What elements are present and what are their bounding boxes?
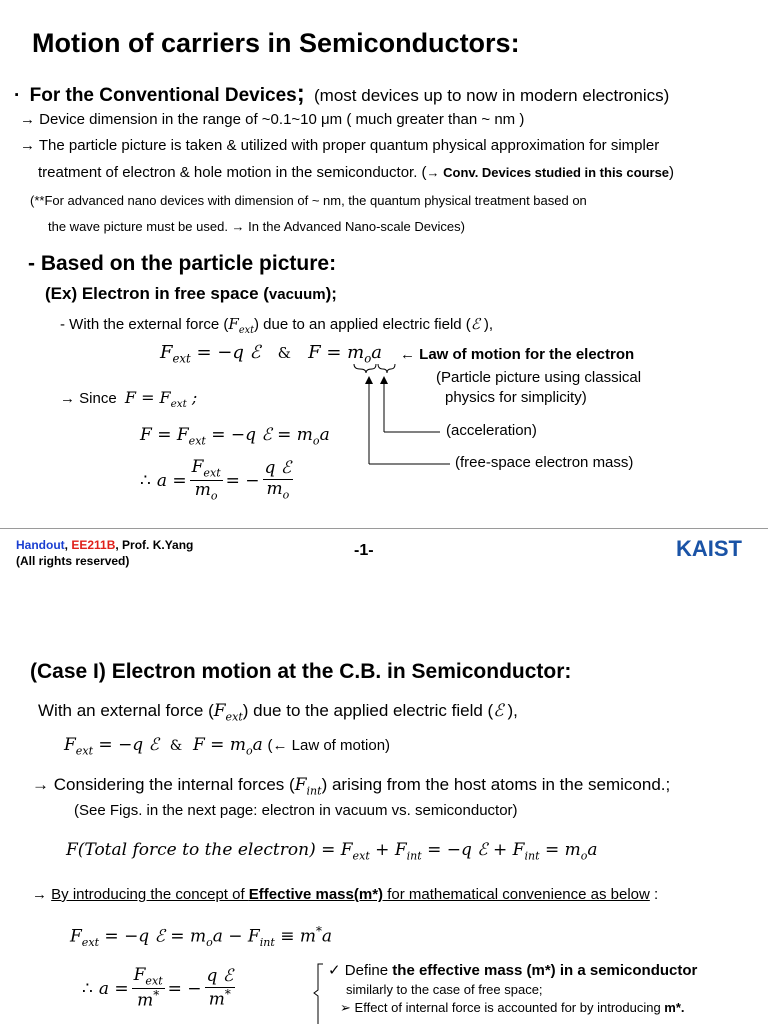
slide2-law-equation: $F_{ext} = -q$ ℰ & $F = m_oa$ <box>64 735 263 758</box>
with-external-force-line <box>60 315 493 336</box>
particle-note-1: (Particle picture using classical <box>436 369 642 386</box>
considering-line <box>32 775 670 797</box>
intro-b: for mathematical convenience as below <box>383 886 650 903</box>
nano-note-1: (**For advanced nano devices with dimension of ~ nm, the quantum physical treatment based on <box>30 193 587 208</box>
nano-note-2: the wave picture must be used. → In the Advanced Nano-scale Devices) <box>48 219 465 234</box>
footer-divider <box>0 528 768 529</box>
particle-heading: - Based on the particle picture: <box>28 252 337 275</box>
slide2-law-of-motion: (← Law of motion) <box>267 737 391 754</box>
treatment-text: treatment of electron & hole motion in the semiconductor. ( <box>38 164 427 181</box>
slide2-with-c: ), <box>507 701 518 720</box>
since-text: → Since <box>60 390 117 407</box>
conv-paren: (most devices up to now in modern electronics) <box>314 86 670 105</box>
since-line <box>60 388 197 410</box>
considering-a: → Considering the internal forces ( <box>32 775 295 794</box>
similarly-line: similarly to the case of free space; <box>346 982 543 997</box>
check-icon: ✓ <box>328 962 341 979</box>
conv-semicolon: ; <box>296 80 305 107</box>
intro-bold: Effective mass(m*) <box>248 886 384 903</box>
therefore-symbol: ∴ <box>140 470 151 491</box>
treatment-line <box>38 164 674 181</box>
slide2-law-line <box>64 735 390 757</box>
conv-devices-note: → Conv. Devices studied in this course <box>426 165 670 180</box>
f-ext-symbol: $F_{ext}$ <box>228 315 255 336</box>
particle-note-2: physics for simplicity) <box>445 389 587 406</box>
ex-vacuum: vacuum <box>268 286 326 303</box>
with-ext-a: - With the external force ( <box>60 316 229 333</box>
free-space-mass-label: (free-space electron mass) <box>455 454 634 471</box>
slide2-e-field-symbol: ℰ <box>493 701 504 721</box>
particle-picture-line: → The particle picture is taken & utilized with proper quantum physical approximation for simpler <box>20 137 660 154</box>
e-field-symbol: ℰ <box>470 315 480 333</box>
with-ext-b: ) due to an applied electric field ( <box>254 316 471 333</box>
slide2-title: (Case I) Electron motion at the C.B. in Semiconductor: <box>30 660 572 683</box>
bullet-arrow-icon: ➢ <box>340 1000 351 1015</box>
effect-text: Effect of internal force is accounted for by introducing <box>354 1000 665 1015</box>
footer-credits <box>16 538 193 552</box>
equation-force: $F = F_{ext} = -q$ ℰ = $m_oa$ <box>140 425 330 448</box>
definition-bracket <box>313 962 325 1024</box>
acceleration-label: (acceleration) <box>446 422 537 439</box>
bullet-dot: · <box>14 85 21 106</box>
equation-acceleration: ∴ a = $\frac{F_{ext}}{m_o}$ = − $\frac{\text{q ℰ}}{m_o}$ <box>140 457 292 503</box>
effective-acceleration-equation: ∴ a = $\frac{F_{ext}}{m^*}$ = − $\frac{\text{q ℰ}}{m^*}$ <box>82 965 234 1011</box>
with-ext-c: ), <box>483 316 494 333</box>
ex-heading <box>45 284 337 304</box>
conv-heading-line <box>14 80 669 108</box>
slide2-f-ext-symbol: $F_{ext}$ <box>213 701 243 724</box>
define-line <box>328 961 697 979</box>
ex-close: ); <box>325 284 337 303</box>
slide2-with-b: ) due to the applied electric field ( <box>242 701 494 720</box>
law-text: Law of motion for the electron <box>419 346 635 363</box>
conv-heading: For the Conventional Devices <box>29 85 297 106</box>
treatment-close: ) <box>669 164 675 181</box>
effective-mass-intro <box>32 886 658 903</box>
intro-arrow: → <box>32 886 52 903</box>
define-a: Define <box>344 962 393 979</box>
kaist-logo: KAIST <box>676 536 742 561</box>
page-number: -1- <box>354 542 374 559</box>
equation-law-of-motion: $F_{ext} = -q$ ℰ & $F = m_oa$ <box>160 342 383 366</box>
footer-comma: , <box>64 538 72 552</box>
effect-bold: m*. <box>664 1000 685 1015</box>
effective-mass-equation: $F_{ext} = -q$ ℰ = $m_oa - F_{int} \equiv m^*a$ <box>70 924 333 950</box>
law-arrow: ← <box>400 346 415 363</box>
slide-title: Motion of carriers in Semiconductors: <box>32 28 520 58</box>
intro-a: By introducing the concept of <box>51 886 249 903</box>
f-int-symbol: $F_{int}$ <box>294 775 322 798</box>
slide2-with-force-line <box>38 701 518 723</box>
rights-reserved: (All rights reserved) <box>16 554 130 568</box>
handout-label: Handout <box>16 538 65 552</box>
effect-line <box>340 1000 685 1016</box>
slide2-with-a: With an external force ( <box>38 701 214 720</box>
define-bold: the effective mass (m*) in a semiconductor <box>392 962 698 979</box>
total-force-equation: F(Total force to the electron) = $F_{ext} + F_{int} = -q$ ℰ + $F_{int} = m_oa$ <box>66 840 598 863</box>
professor-name: , Prof. K.Yang <box>115 538 194 552</box>
since-equation: $F = F_{ext}$ ; <box>124 388 198 411</box>
considering-b: ) arising from the host atoms in the semicond.; <box>321 775 671 794</box>
device-dimension-line: → Device dimension in the range of ~0.1~10 μm ( much greater than ~ nm ) <box>20 111 525 128</box>
see-figs-note: (See Figs. in the next page: electron in vacuum vs. semiconductor) <box>74 802 518 819</box>
ex-heading-text: (Ex) Electron in free space ( <box>45 284 269 303</box>
course-code: EE211B <box>71 538 116 552</box>
intro-colon: : <box>649 886 659 903</box>
law-of-motion-label <box>400 346 634 363</box>
